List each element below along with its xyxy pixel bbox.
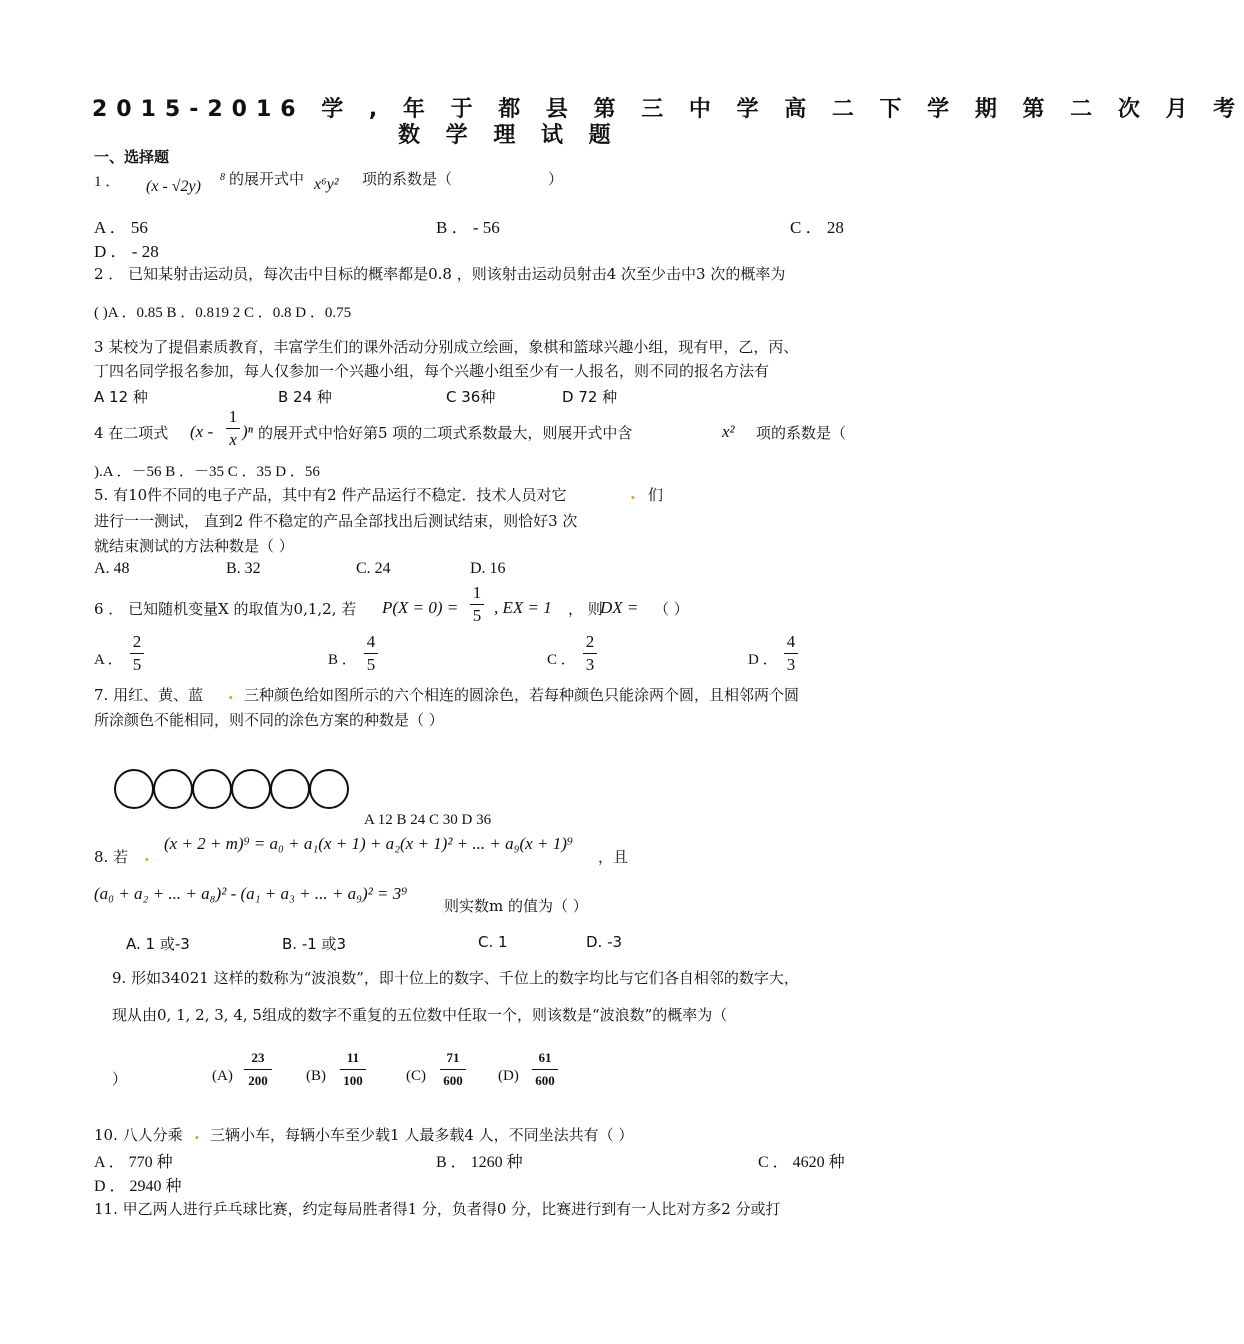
question-text: 丁四名同学报名参加，每人仅参加一个兴趣小组，每个兴趣小组至少有一人报名，则不同的报名方法有: [94, 362, 770, 380]
option-b: B 24 种: [278, 388, 332, 406]
section-heading: 一、选择题: [94, 148, 170, 166]
option-c-label: (C): [406, 1068, 426, 1084]
question-text: ，且: [598, 848, 629, 866]
option-a-label: (A): [212, 1068, 233, 1084]
math-expression: (x - √2y): [146, 178, 201, 195]
fraction-numerator: 2: [132, 632, 142, 651]
six-circles-figure: [114, 766, 358, 814]
page-title-line1: 2015-2016 学 , 年 于 都 县 第 三 中 学 高 二 下 学 期 第 二 次 月 考: [92, 97, 1244, 122]
question-text: 10. 八人分乘: [94, 1126, 183, 1144]
math-expression: , EX = 1: [494, 598, 552, 617]
fraction-numerator: 11: [346, 1050, 360, 1065]
fraction-numerator: 1: [472, 583, 482, 602]
question-text: 6 ． 已知随机变量X 的取值为0,1,2, 若: [94, 600, 357, 618]
mark-dot: .: [228, 684, 234, 703]
fraction-denominator: 600: [443, 1073, 463, 1088]
question-text: 2 ． 已知某射击运动员，每次击中目标的概率都是0.8 ，则该射击运动员射击4 次至少击中3 次的概率为: [94, 265, 786, 283]
option-c: C. 24: [356, 560, 391, 577]
option-b-label: B ．: [328, 652, 357, 668]
fraction-denominator: x: [229, 430, 237, 449]
option-b-fraction: [364, 632, 378, 675]
option-b: B ． - 56: [436, 218, 500, 237]
fraction: [470, 583, 484, 626]
option-c: C. 1: [478, 933, 508, 951]
math-expression: (a₀ + a₂ + ... + a₈)² - (a₁ + a₃ + ... + a₉)² = 3⁹: [94, 884, 408, 903]
question-text: ， 则: [568, 600, 603, 618]
option-c: C ． 28: [790, 218, 844, 237]
question-text: 们: [648, 486, 664, 504]
question-text: 三辆小车，每辆小车至少载1 人最多载4 人，不同坐法共有（ ）: [210, 1126, 634, 1144]
math-expression: (x + 2 + m)⁹ = a₀ + a₁(x + 1) + a₂(x + 1)² + ... + a₉(x + 1)⁹: [164, 834, 573, 853]
math-exponent: 8: [220, 172, 225, 183]
option-b: B ． 1260 种: [436, 1154, 523, 1171]
fraction-numerator: 1: [228, 407, 238, 426]
fraction-denominator: 600: [535, 1073, 555, 1088]
option-a: A ． 56: [94, 218, 148, 237]
fraction-denominator: 3: [585, 655, 595, 674]
option-c: C ． 4620 种: [758, 1154, 845, 1171]
option-b-label: (B): [306, 1068, 326, 1084]
option-d: D ． - 28: [94, 242, 159, 261]
option-d-label: D ．: [748, 652, 778, 668]
question-text: （ ）: [654, 600, 689, 618]
option-a-fraction: [130, 632, 144, 675]
fraction-numerator: 23: [251, 1050, 265, 1065]
math-expression: DX =: [600, 598, 639, 617]
question-text: 9. 形如34021 这样的数称为“波浪数”，即十位上的数字、千位上的数字均比与它们各自相邻的数字大，: [112, 969, 799, 987]
option-a: A ． 770 种: [94, 1154, 173, 1171]
question-text: 则实数m 的值为（ ）: [444, 897, 588, 915]
option-c-label: C ．: [547, 652, 576, 668]
fraction-denominator: 200: [248, 1073, 268, 1088]
fraction-denominator: 100: [343, 1073, 363, 1088]
option-a-fraction: [244, 1048, 272, 1091]
fraction-numerator: 71: [446, 1050, 460, 1065]
question-text: 就结束测试的方法种数是（ ）: [94, 537, 294, 555]
question-text: 11. 甲乙两人进行乒乓球比赛，约定每局胜者得1 分，负者得0 分，比赛进行到有一人比对方多2 分或打: [94, 1200, 781, 1218]
math-term: x²: [722, 422, 735, 441]
math-term: x⁶y²: [314, 176, 339, 193]
question-text: 7. 用红、黄、蓝: [94, 686, 204, 704]
math-expression: P(X = 0) =: [382, 598, 459, 617]
question-text: 三种颜色给如图所示的六个相连的圆涂色，若每种颜色只能涂两个圆，且相邻两个圆: [244, 686, 800, 704]
option-b-fraction: [340, 1048, 366, 1091]
option-d-fraction: [532, 1048, 558, 1091]
math-expression: )ⁿ: [242, 422, 254, 441]
fraction-denominator: 5: [132, 655, 142, 674]
question-text: 5. 有10件不同的电子产品，其中有2 件产品运行不稳定．技术人员对它: [94, 486, 567, 504]
question-text: ）: [548, 170, 564, 188]
fraction-denominator: 5: [472, 606, 482, 625]
question-text: 4 在二项式: [94, 424, 169, 442]
question-text: 项的系数是（: [756, 424, 847, 442]
question-text: 现从由0, 1, 2, 3, 4, 5组成的数字不重复的五位数中任取一个，则该数是“波浪数”的概率为（: [112, 1006, 728, 1024]
option-d: D ． 2940 种: [94, 1178, 182, 1195]
question-text: 8. 若: [94, 848, 129, 866]
option-a: A 12 种: [94, 388, 148, 406]
question-text: ）: [112, 1070, 128, 1088]
question-text: 进行一一测试， 直到2 件不稳定的产品全部找出后测试结束，则恰好3 次: [94, 512, 578, 530]
option-b: B. -1 或3: [282, 935, 347, 953]
option-d-fraction: [784, 632, 798, 675]
fraction: [226, 407, 240, 450]
option-c: C 36种: [446, 388, 496, 406]
option-c-fraction: [583, 632, 597, 675]
question-text: 的展开式中恰好第5 项的二项式系数最大，则展开式中含: [258, 424, 633, 442]
question-options: ).A ．－56 B ．－35 C ．35 D ．56: [94, 464, 320, 480]
option-a: A. 1 或-3: [126, 935, 190, 953]
option-a: A. 48: [94, 560, 130, 577]
fraction-numerator: 2: [585, 632, 595, 651]
question-text: 的展开式中: [229, 170, 305, 188]
mark-dot: .: [630, 484, 636, 503]
question-text: 项的系数是（: [362, 170, 453, 188]
fraction-numerator: 4: [366, 632, 376, 651]
fraction-denominator: 5: [366, 655, 376, 674]
fraction-numerator: 4: [786, 632, 796, 651]
option-a-label: A ．: [94, 652, 123, 668]
math-expression: (x -: [190, 422, 214, 441]
question-text: 所涂颜色不能相同，则不同的涂色方案的种数是（ ）: [94, 711, 444, 729]
fraction-numerator: 61: [538, 1050, 552, 1065]
option-d-label: (D): [498, 1068, 519, 1084]
fraction-denominator: 3: [786, 655, 796, 674]
question-number: 1 ．: [94, 174, 121, 190]
question-options: ( )A ．0.85 B ．0.819 2 C ．0.8 D ．0.75: [94, 305, 352, 321]
option-d: D. -3: [586, 933, 623, 951]
question-options: A 12 B 24 C 30 D 36: [364, 812, 492, 828]
option-c-fraction: [440, 1048, 466, 1091]
option-d: D. 16: [470, 560, 506, 577]
mark-dot: .: [194, 1124, 200, 1143]
page-title-line2: 数 学 理 试 题: [398, 123, 620, 148]
option-b: B. 32: [226, 560, 261, 577]
option-d: D 72 种: [562, 388, 618, 406]
question-text: 3 某校为了提倡素质教育，丰富学生们的课外活动分别成立绘画，象棋和篮球兴趣小组，现有甲，乙，丙、: [94, 338, 799, 356]
mark-dot: .: [144, 846, 150, 865]
